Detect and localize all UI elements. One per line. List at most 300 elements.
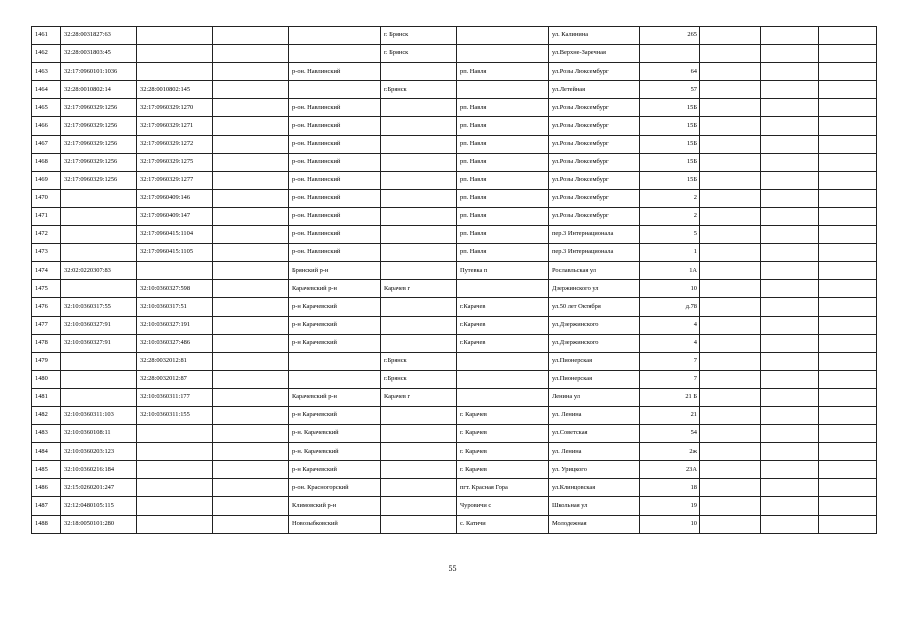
cell-col-11 <box>761 63 819 81</box>
cell-cadastral-number: 32:28:0010802:14 <box>61 81 137 99</box>
cell-col-12 <box>819 334 877 352</box>
cell-district: Новозыбковский <box>289 515 381 533</box>
cell-col-4 <box>213 406 289 424</box>
cell-col-10 <box>700 226 761 244</box>
cell-district: р-он. Навлинский <box>289 63 381 81</box>
cell-street: ул.Дзержинского <box>549 334 640 352</box>
cell-cadastral-number: 32:12:0480105:115 <box>61 497 137 515</box>
cell-col-4 <box>213 370 289 388</box>
cell-house-number: 2 <box>640 189 700 207</box>
cell-street: ул.Пионерская <box>549 352 640 370</box>
cell-row-number: 1486 <box>32 479 61 497</box>
cell-col-12 <box>819 388 877 406</box>
cell-sub-cadastral-number <box>137 443 213 461</box>
cell-col-12 <box>819 171 877 189</box>
cell-row-number: 1472 <box>32 226 61 244</box>
cell-col-12 <box>819 298 877 316</box>
cell-cadastral-number: 32:17:0960329:1256 <box>61 117 137 135</box>
cell-col-12 <box>819 45 877 63</box>
cell-settlement: г. Карачев <box>457 461 549 479</box>
cell-district: р-он. Навлинский <box>289 189 381 207</box>
cell-col-11 <box>761 370 819 388</box>
cell-row-number: 1463 <box>32 63 61 81</box>
table-row <box>32 298 877 316</box>
cell-sub-cadastral-number: 32:10:0360311:155 <box>137 406 213 424</box>
cell-settlement <box>457 81 549 99</box>
cell-city <box>381 189 457 207</box>
cell-col-12 <box>819 135 877 153</box>
cell-street: ул.Летейная <box>549 81 640 99</box>
cell-col-12 <box>819 63 877 81</box>
cell-col-12 <box>819 99 877 117</box>
cell-col-12 <box>819 27 877 45</box>
cell-city <box>381 171 457 189</box>
cell-col-11 <box>761 425 819 443</box>
cell-street: пер.3 Интернационала <box>549 244 640 262</box>
cell-col-11 <box>761 81 819 99</box>
cell-col-11 <box>761 497 819 515</box>
cell-col-10 <box>700 27 761 45</box>
cell-city <box>381 497 457 515</box>
cell-col-4 <box>213 226 289 244</box>
cell-row-number: 1482 <box>32 406 61 424</box>
cell-row-number: 1485 <box>32 461 61 479</box>
table-row <box>32 425 877 443</box>
cell-row-number: 1467 <box>32 135 61 153</box>
cell-settlement: г.Карачев <box>457 316 549 334</box>
cell-city: Карачев г <box>381 280 457 298</box>
cell-house-number: 64 <box>640 63 700 81</box>
table-row <box>32 388 877 406</box>
cell-house-number: 7 <box>640 352 700 370</box>
cell-settlement: рп. Навля <box>457 153 549 171</box>
cell-col-4 <box>213 479 289 497</box>
cell-city <box>381 515 457 533</box>
cell-col-11 <box>761 316 819 334</box>
cell-district <box>289 45 381 63</box>
cell-cadastral-number: 32:28:0031803:45 <box>61 45 137 63</box>
cell-district: р-он. Навлинский <box>289 226 381 244</box>
table-row <box>32 334 877 352</box>
cell-sub-cadastral-number: 32:17:0960409:147 <box>137 207 213 225</box>
cell-col-10 <box>700 117 761 135</box>
cell-street: ул.Розы Люксембург <box>549 63 640 81</box>
cell-city <box>381 316 457 334</box>
cell-col-11 <box>761 262 819 280</box>
table-row <box>32 370 877 388</box>
cell-house-number: 1А <box>640 262 700 280</box>
cell-cadastral-number <box>61 244 137 262</box>
cell-district: р-он. Навлинский <box>289 117 381 135</box>
cell-row-number: 1478 <box>32 334 61 352</box>
cell-street: ул.Верхне-Заречная <box>549 45 640 63</box>
table-row <box>32 45 877 63</box>
cell-settlement: рп. Навля <box>457 226 549 244</box>
cell-col-10 <box>700 63 761 81</box>
cell-street: ул.Розы Люксембург <box>549 135 640 153</box>
cell-settlement <box>457 280 549 298</box>
cell-col-11 <box>761 443 819 461</box>
table-row <box>32 81 877 99</box>
cell-house-number: 5 <box>640 226 700 244</box>
cell-col-12 <box>819 352 877 370</box>
cell-settlement: г.Карачев <box>457 298 549 316</box>
cell-col-11 <box>761 99 819 117</box>
cell-settlement: Чуровичи с <box>457 497 549 515</box>
cell-col-12 <box>819 425 877 443</box>
cell-city: Карачев г <box>381 388 457 406</box>
cell-street: Дзержинского ул <box>549 280 640 298</box>
table-row <box>32 280 877 298</box>
cell-city <box>381 262 457 280</box>
cell-cadastral-number: 32:15:0260201:247 <box>61 479 137 497</box>
cell-district <box>289 370 381 388</box>
cell-col-12 <box>819 153 877 171</box>
cell-col-12 <box>819 207 877 225</box>
cell-settlement: с. Катичи <box>457 515 549 533</box>
cell-col-11 <box>761 244 819 262</box>
cell-city: г. Брянск <box>381 27 457 45</box>
table-row <box>32 27 877 45</box>
cell-col-10 <box>700 298 761 316</box>
cell-settlement: рп. Навля <box>457 117 549 135</box>
cell-street: ул.Розы Люксембург <box>549 153 640 171</box>
cell-city <box>381 406 457 424</box>
cell-district: р-он. Навлинский <box>289 244 381 262</box>
cell-sub-cadastral-number <box>137 497 213 515</box>
cell-col-4 <box>213 171 289 189</box>
cell-col-12 <box>819 515 877 533</box>
cell-sub-cadastral-number <box>137 63 213 81</box>
cell-row-number: 1465 <box>32 99 61 117</box>
cell-col-11 <box>761 27 819 45</box>
cell-district: Карачевский р-н <box>289 280 381 298</box>
table-row <box>32 244 877 262</box>
cell-col-12 <box>819 443 877 461</box>
cell-settlement: рп. Навля <box>457 99 549 117</box>
cell-row-number: 1469 <box>32 171 61 189</box>
cell-district: р-н Карачевский <box>289 406 381 424</box>
table-row <box>32 99 877 117</box>
cell-street: Школьная ул <box>549 497 640 515</box>
cell-sub-cadastral-number <box>137 262 213 280</box>
cell-col-11 <box>761 226 819 244</box>
cell-col-10 <box>700 45 761 63</box>
cell-col-10 <box>700 207 761 225</box>
cell-col-11 <box>761 153 819 171</box>
cell-city <box>381 298 457 316</box>
cell-col-10 <box>700 153 761 171</box>
cell-street: ул.Розы Люксембург <box>549 207 640 225</box>
cell-settlement <box>457 352 549 370</box>
cell-col-4 <box>213 27 289 45</box>
cell-row-number: 1488 <box>32 515 61 533</box>
cell-col-12 <box>819 117 877 135</box>
cell-sub-cadastral-number: 32:17:0960329:1271 <box>137 117 213 135</box>
cell-row-number: 1476 <box>32 298 61 316</box>
cell-col-4 <box>213 81 289 99</box>
cell-sub-cadastral-number: 32:28:0032012:81 <box>137 352 213 370</box>
cell-col-11 <box>761 207 819 225</box>
cell-house-number: 7 <box>640 370 700 388</box>
cell-col-11 <box>761 298 819 316</box>
table-row <box>32 443 877 461</box>
cell-cadastral-number <box>61 207 137 225</box>
cell-col-10 <box>700 171 761 189</box>
cell-settlement: Путевка п <box>457 262 549 280</box>
cell-row-number: 1473 <box>32 244 61 262</box>
cell-settlement: г.Карачев <box>457 334 549 352</box>
cell-house-number: 15Б <box>640 171 700 189</box>
cell-col-4 <box>213 280 289 298</box>
cell-city: г.Брянск <box>381 370 457 388</box>
cell-settlement: рп. Навля <box>457 189 549 207</box>
cell-col-11 <box>761 406 819 424</box>
cell-sub-cadastral-number: 32:17:0960409:146 <box>137 189 213 207</box>
cell-col-4 <box>213 153 289 171</box>
property-register-table <box>31 26 877 534</box>
cell-district <box>289 27 381 45</box>
cell-row-number: 1462 <box>32 45 61 63</box>
cell-cadastral-number: 32:17:0960329:1256 <box>61 99 137 117</box>
cell-street: ул. Урицкого <box>549 461 640 479</box>
cell-row-number: 1461 <box>32 27 61 45</box>
cell-col-10 <box>700 262 761 280</box>
cell-street: ул. Калинина <box>549 27 640 45</box>
cell-cadastral-number: 32:10:0360327:91 <box>61 316 137 334</box>
table-row <box>32 226 877 244</box>
cell-col-11 <box>761 117 819 135</box>
cell-sub-cadastral-number: 32:17:0960415:1105 <box>137 244 213 262</box>
cell-cadastral-number <box>61 370 137 388</box>
cell-row-number: 1471 <box>32 207 61 225</box>
cell-street: Рославльская ул <box>549 262 640 280</box>
cell-house-number <box>640 45 700 63</box>
cell-col-4 <box>213 189 289 207</box>
cell-col-4 <box>213 244 289 262</box>
cell-col-10 <box>700 370 761 388</box>
cell-col-4 <box>213 207 289 225</box>
cell-house-number: 18 <box>640 479 700 497</box>
cell-col-4 <box>213 425 289 443</box>
cell-house-number: 57 <box>640 81 700 99</box>
cell-district <box>289 81 381 99</box>
cell-house-number: 15Б <box>640 153 700 171</box>
cell-settlement: рп. Навля <box>457 171 549 189</box>
cell-cadastral-number: 32:17:0960329:1256 <box>61 153 137 171</box>
cell-sub-cadastral-number <box>137 45 213 63</box>
cell-city <box>381 63 457 81</box>
cell-house-number: 2ж <box>640 443 700 461</box>
cell-col-4 <box>213 298 289 316</box>
cell-col-4 <box>213 443 289 461</box>
cell-city <box>381 334 457 352</box>
cell-house-number: 15Б <box>640 135 700 153</box>
cell-settlement <box>457 27 549 45</box>
cell-settlement: рп. Навля <box>457 244 549 262</box>
cell-house-number: 265 <box>640 27 700 45</box>
cell-col-10 <box>700 479 761 497</box>
cell-row-number: 1468 <box>32 153 61 171</box>
cell-street: пер.3 Интернационала <box>549 226 640 244</box>
cell-sub-cadastral-number: 32:17:0960329:1272 <box>137 135 213 153</box>
cell-house-number: 4 <box>640 316 700 334</box>
cell-sub-cadastral-number: 32:10:0360327:598 <box>137 280 213 298</box>
cell-city: г.Брянск <box>381 352 457 370</box>
table-row <box>32 461 877 479</box>
cell-sub-cadastral-number: 32:17:0960329:1277 <box>137 171 213 189</box>
cell-col-12 <box>819 406 877 424</box>
cell-settlement <box>457 45 549 63</box>
cell-cadastral-number: 32:17:0960101:1036 <box>61 63 137 81</box>
cell-city <box>381 207 457 225</box>
cell-cadastral-number: 32:10:0360327:91 <box>61 334 137 352</box>
cell-city <box>381 479 457 497</box>
cell-cadastral-number: 32:10:0360203:123 <box>61 443 137 461</box>
cell-district: Брянский р-н <box>289 262 381 280</box>
cell-district: Карачевский р-н <box>289 388 381 406</box>
cell-sub-cadastral-number: 32:28:0032012:87 <box>137 370 213 388</box>
cell-cadastral-number: 32:17:0960329:1256 <box>61 135 137 153</box>
cell-sub-cadastral-number: 32:10:0360327:191 <box>137 316 213 334</box>
cell-col-4 <box>213 388 289 406</box>
cell-settlement: пгт. Красная Гора <box>457 479 549 497</box>
cell-sub-cadastral-number <box>137 425 213 443</box>
cell-row-number: 1464 <box>32 81 61 99</box>
cell-city <box>381 99 457 117</box>
cell-col-10 <box>700 497 761 515</box>
table-row <box>32 189 877 207</box>
cell-col-4 <box>213 45 289 63</box>
cell-row-number: 1474 <box>32 262 61 280</box>
cell-street: ул.50 лет Октября <box>549 298 640 316</box>
cell-col-11 <box>761 135 819 153</box>
cell-settlement: г. Карачев <box>457 425 549 443</box>
table-row <box>32 406 877 424</box>
cell-col-4 <box>213 63 289 81</box>
cell-house-number: 54 <box>640 425 700 443</box>
table-row <box>32 515 877 533</box>
cell-cadastral-number: 32:10:0360317:55 <box>61 298 137 316</box>
cell-col-10 <box>700 461 761 479</box>
cell-row-number: 1480 <box>32 370 61 388</box>
cell-col-11 <box>761 388 819 406</box>
cell-col-10 <box>700 334 761 352</box>
cell-sub-cadastral-number: 32:17:0960329:1270 <box>137 99 213 117</box>
cell-street: ул. Ленина <box>549 406 640 424</box>
cell-district: р-н Карачевский <box>289 334 381 352</box>
cell-row-number: 1477 <box>32 316 61 334</box>
cell-house-number: 2 <box>640 207 700 225</box>
cell-city <box>381 153 457 171</box>
cell-col-11 <box>761 352 819 370</box>
cell-house-number: 15Б <box>640 99 700 117</box>
cell-col-12 <box>819 316 877 334</box>
table-row <box>32 135 877 153</box>
cell-row-number: 1475 <box>32 280 61 298</box>
cell-cadastral-number: 32:17:0960329:1256 <box>61 171 137 189</box>
cell-col-11 <box>761 189 819 207</box>
cell-district: Климовский р-н <box>289 497 381 515</box>
cell-street: ул.Розы Люксембург <box>549 189 640 207</box>
cell-col-12 <box>819 81 877 99</box>
cell-cadastral-number: 32:10:0360311:103 <box>61 406 137 424</box>
cell-row-number: 1483 <box>32 425 61 443</box>
cell-col-10 <box>700 352 761 370</box>
cell-cadastral-number <box>61 352 137 370</box>
cell-cadastral-number: 32:28:0031827:63 <box>61 27 137 45</box>
cell-col-12 <box>819 244 877 262</box>
cell-col-11 <box>761 334 819 352</box>
cell-settlement: г. Карачев <box>457 406 549 424</box>
cell-city <box>381 461 457 479</box>
cell-col-10 <box>700 425 761 443</box>
table-row <box>32 479 877 497</box>
cell-district <box>289 352 381 370</box>
cell-col-12 <box>819 280 877 298</box>
cell-cadastral-number: 32:10:0360216:184 <box>61 461 137 479</box>
cell-house-number: 4 <box>640 334 700 352</box>
cell-sub-cadastral-number <box>137 479 213 497</box>
cell-city <box>381 226 457 244</box>
cell-row-number: 1479 <box>32 352 61 370</box>
cell-row-number: 1484 <box>32 443 61 461</box>
cell-sub-cadastral-number <box>137 515 213 533</box>
cell-district: р-н Карачевский <box>289 316 381 334</box>
cell-col-12 <box>819 189 877 207</box>
table-row <box>32 153 877 171</box>
cell-col-10 <box>700 81 761 99</box>
cell-street: ул.Дзержинского <box>549 316 640 334</box>
cell-settlement: рп. Навля <box>457 63 549 81</box>
cell-street: ул.Розы Люксембург <box>549 99 640 117</box>
cell-sub-cadastral-number: 32:10:0360311:177 <box>137 388 213 406</box>
cell-settlement <box>457 370 549 388</box>
cell-district: р-он. Навлинский <box>289 207 381 225</box>
cell-col-4 <box>213 99 289 117</box>
table-row <box>32 352 877 370</box>
cell-district: р-он. Навлинский <box>289 99 381 117</box>
cell-sub-cadastral-number <box>137 461 213 479</box>
cell-cadastral-number: 32:18:0050101:280 <box>61 515 137 533</box>
cell-district: р-н. Карачевский <box>289 425 381 443</box>
cell-col-4 <box>213 497 289 515</box>
cell-col-10 <box>700 515 761 533</box>
cell-settlement <box>457 388 549 406</box>
cell-house-number: 15Б <box>640 117 700 135</box>
cell-house-number: 1 <box>640 244 700 262</box>
cell-street: ул.Розы Люксембург <box>549 117 640 135</box>
cell-col-10 <box>700 443 761 461</box>
cell-street: Ленина ул <box>549 388 640 406</box>
cell-col-4 <box>213 515 289 533</box>
cell-col-11 <box>761 461 819 479</box>
table-row <box>32 63 877 81</box>
cell-col-10 <box>700 388 761 406</box>
cell-street: ул.Пионерская <box>549 370 640 388</box>
cell-city <box>381 135 457 153</box>
cell-house-number: 10 <box>640 280 700 298</box>
cell-sub-cadastral-number: 32:10:0360317:51 <box>137 298 213 316</box>
table-row <box>32 316 877 334</box>
cell-cadastral-number <box>61 189 137 207</box>
table-body <box>32 27 877 534</box>
cell-col-12 <box>819 370 877 388</box>
cell-col-12 <box>819 497 877 515</box>
cell-cadastral-number <box>61 388 137 406</box>
cell-street: ул.Советская <box>549 425 640 443</box>
cell-col-12 <box>819 461 877 479</box>
